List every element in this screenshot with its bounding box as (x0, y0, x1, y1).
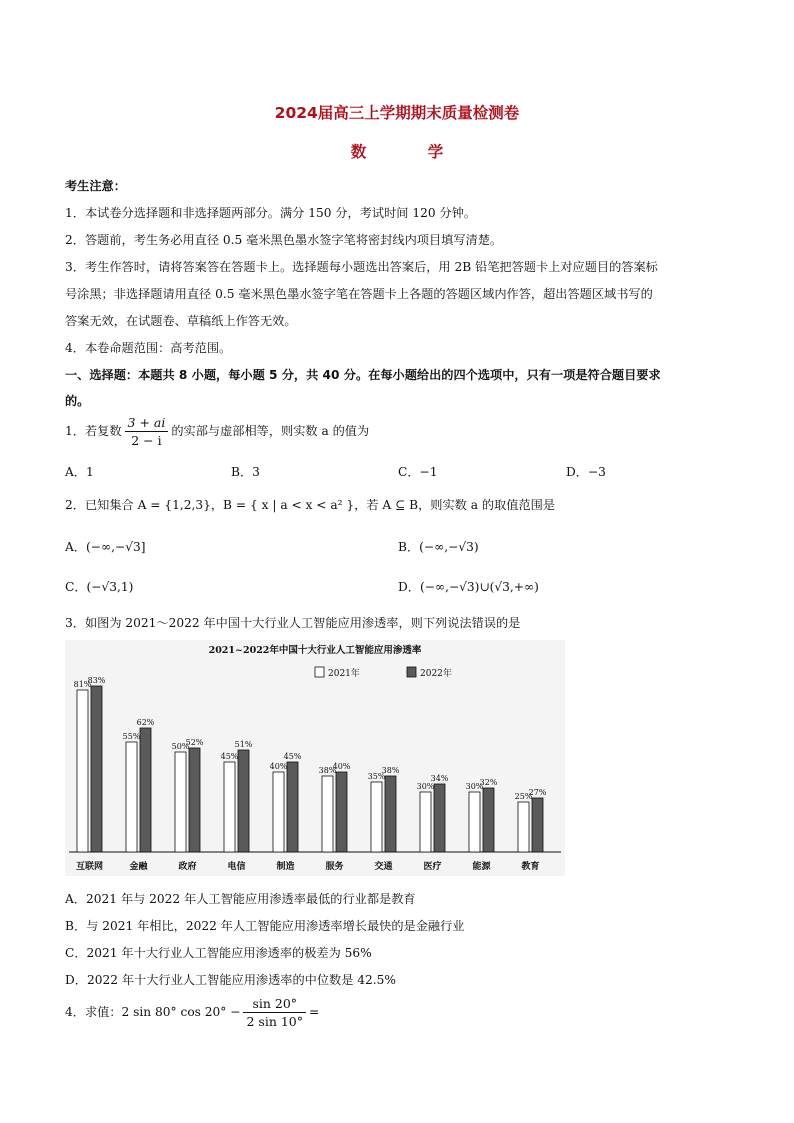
notice-item: 3．考生作答时，请将答案答在答题卡上。选择题每小题选出答案后，用 2B 铅笔把答题卡上对应题目的答案标 (65, 260, 658, 274)
data-label-2021: 30% (416, 782, 435, 791)
category-label: 能源 (472, 862, 491, 872)
q1-option-d: D．−3 (566, 465, 606, 479)
data-label-2022: 32% (479, 778, 498, 787)
legend-swatch-2022 (407, 667, 416, 677)
data-label-2021: 25% (514, 792, 533, 801)
q1-frac-den: 2 − i (131, 433, 162, 448)
q2-option-b: B．(−∞,−√3) (398, 540, 479, 554)
bar-2022 (287, 762, 298, 852)
bar-2022 (189, 748, 200, 852)
category-label: 交通 (374, 862, 393, 872)
bar-2021 (126, 742, 137, 852)
data-label-2022: 27% (528, 788, 547, 797)
q3-option-a: A．2021 年与 2022 年人工智能应用渗透率最低的行业都是教育 (65, 892, 416, 906)
bar-2022 (91, 686, 102, 852)
legend-swatch-2021 (315, 667, 324, 677)
data-label-2022: 34% (430, 774, 449, 783)
legend-label-2021: 2021年 (328, 669, 360, 679)
category-label: 教育 (521, 862, 540, 872)
notice-item: 4．本卷命题范围：高考范围。 (65, 341, 232, 355)
bar-2021 (322, 776, 333, 852)
category-label: 服务 (325, 862, 344, 872)
section-heading: 一、选择题：本题共 8 小题，每小题 5 分，共 40 分。在每小题给出的四个选项中，只有一项是符合题目要求 (65, 368, 661, 382)
bar-2022 (336, 772, 347, 852)
notice-item: 2．答题前，考生务必用直径 0.5 毫米黑色墨水签字笔将密封线内项目填写清楚。 (65, 233, 503, 247)
category-label: 电信 (227, 862, 246, 872)
data-label-2021: 81% (73, 680, 92, 689)
data-label-2022: 52% (185, 738, 204, 747)
q2-text-a: 2．已知集合 A = {1,2,3}， (65, 498, 224, 512)
q2-option-a: A．(−∞,−√3] (65, 540, 146, 554)
question-1 (65, 414, 369, 449)
q1-option-b: B．3 (231, 465, 260, 479)
q4-fraction (243, 995, 306, 1030)
legend-label-2022: 2022年 (420, 669, 452, 679)
bar-2022 (434, 784, 445, 852)
data-label-2021: 45% (220, 752, 239, 761)
category-label: 金融 (129, 862, 148, 872)
subject-title: 数 学 (350, 143, 472, 161)
q4-frac-den: 2 sin 10° (246, 1014, 304, 1029)
category-label: 政府 (178, 862, 197, 872)
category-label: 制造 (276, 862, 295, 872)
bar-2021 (371, 782, 382, 852)
notice-item: 1．本试卷分选择题和非选择题两部分。满分 150 分，考试时间 120 分钟。 (65, 206, 477, 220)
penetration-bar-chart (65, 640, 565, 876)
notice-item: 号涂黑；非选择题请用直径 0.5 毫米黑色墨水签字笔在答题卡上各题的答题区域内作答，超出答题区域书写的 (65, 287, 653, 301)
data-label-2022: 62% (136, 718, 155, 727)
q4-suffix: = (309, 1005, 320, 1019)
bar-2021 (224, 762, 235, 852)
q4-frac-num: sin 20° (243, 995, 306, 1013)
data-label-2022: 45% (283, 752, 302, 761)
q3-option-b: B．与 2021 年相比，2022 年人工智能应用渗透率增长最快的是金融行业 (65, 919, 465, 933)
bar-2021 (420, 792, 431, 852)
q4-expr: 2 sin 80° cos 20° − (121, 1005, 241, 1019)
data-label-2022: 40% (332, 762, 351, 771)
bar-2022 (238, 750, 249, 852)
data-label-2022: 51% (234, 740, 253, 749)
data-label-2021: 40% (269, 762, 288, 771)
bar-2022 (532, 798, 543, 852)
category-label: 互联网 (75, 862, 104, 872)
bar-2021 (175, 752, 186, 852)
q3-option-d: D．2022 年十大行业人工智能应用渗透率的中位数是 42.5% (65, 973, 397, 987)
category-label: 医疗 (423, 862, 442, 872)
q3-option-c: C．2021 年十大行业人工智能应用渗透率的极差为 56% (65, 946, 372, 960)
chart-title: 2021~2022年中国十大行业人工智能应用渗透率 (208, 645, 422, 656)
q1-fraction (125, 414, 169, 449)
q2-option-c: C．(−√3,1) (65, 580, 134, 594)
notice-item: 答案无效，在试题卷、草稿纸上作答无效。 (65, 314, 297, 328)
notice-heading: 考生注意： (65, 179, 126, 193)
q2-text-b: B = { x | a < x < a² }，若 A ⊆ B，则实数 a 的取值范围是 (223, 498, 556, 512)
question-3: 3．如图为 2021～2022 年中国十大行业人工智能应用渗透率，则下列说法错误的是 (65, 616, 521, 630)
q2-option-d: D．(−∞,−√3)∪(√3,+∞) (398, 580, 539, 594)
bar-2021 (469, 792, 480, 852)
q1-option-c: C．−1 (398, 465, 438, 479)
bar-2022 (140, 728, 151, 852)
question-2 (65, 496, 555, 513)
data-label-2021: 35% (367, 772, 386, 781)
q1-suffix: 的实部与虚部相等，则实数 a 的值为 (171, 424, 370, 438)
q1-option-a: A．1 (65, 465, 94, 479)
question-4 (65, 995, 319, 1030)
data-label-2021: 55% (122, 732, 141, 741)
bar-2022 (483, 788, 494, 852)
q4-prefix: 4．求值： (65, 1005, 122, 1019)
section-heading-cont: 的。 (65, 394, 90, 408)
data-label-2021: 38% (318, 766, 337, 775)
bar-2021 (77, 690, 88, 852)
data-label-2021: 50% (171, 742, 190, 751)
bar-2021 (518, 802, 529, 852)
q1-frac-num: 3 + ai (125, 414, 169, 432)
bar-2022 (385, 776, 396, 852)
data-label-2022: 83% (87, 676, 106, 685)
q1-prefix: 1．若复数 (65, 424, 122, 438)
data-label-2022: 38% (381, 766, 400, 775)
bar-2021 (273, 772, 284, 852)
data-label-2021: 30% (465, 782, 484, 791)
exam-title: 2024届高三上学期期末质量检测卷 (274, 104, 520, 122)
